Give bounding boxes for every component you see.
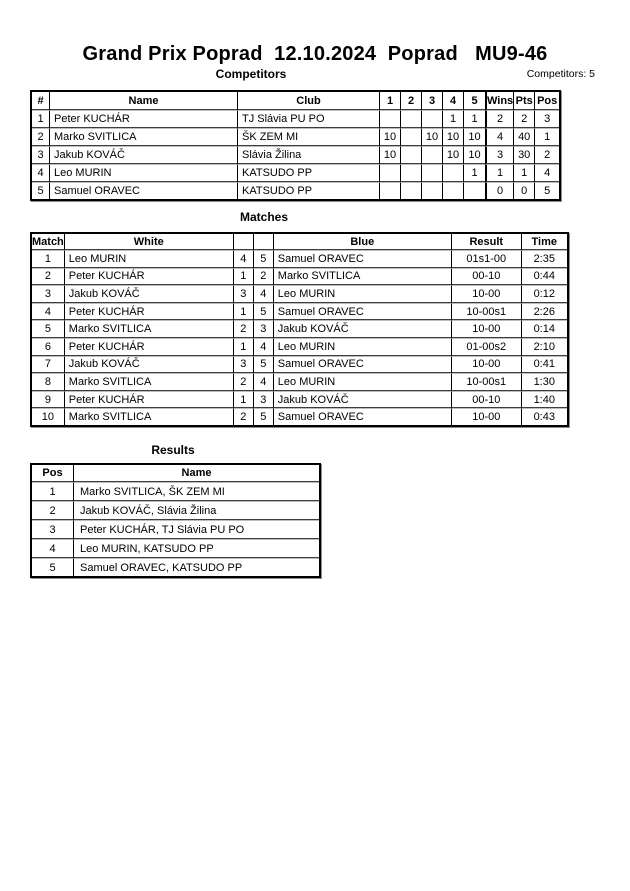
cell-result: 10-00 bbox=[452, 320, 522, 338]
cell-club: KATSUDO PP bbox=[238, 164, 380, 182]
cell-num: 4 bbox=[32, 164, 50, 182]
column-header-time: Time bbox=[522, 234, 567, 250]
cell-pos: 2 bbox=[535, 146, 559, 164]
cell-g2 bbox=[401, 128, 422, 146]
column-header-name: Name bbox=[74, 465, 319, 482]
results-header-row bbox=[32, 465, 319, 482]
cell-white: Marko SVITLICA bbox=[65, 408, 234, 425]
table-row bbox=[32, 391, 567, 409]
matches-section-heading: Matches bbox=[239, 210, 289, 224]
cell-name: Samuel ORAVEC, KATSUDO PP bbox=[74, 558, 319, 576]
cell-result: 01-00s2 bbox=[452, 338, 522, 356]
table-row bbox=[32, 501, 319, 520]
column-header-opponent-1: 1 bbox=[380, 92, 401, 110]
cell-result: 00-10 bbox=[452, 268, 522, 286]
cell-match: 9 bbox=[32, 391, 65, 409]
cell-match: 1 bbox=[32, 250, 65, 268]
cell-g1 bbox=[380, 182, 401, 199]
cell-wn: 3 bbox=[234, 356, 254, 374]
cell-g5: 10 bbox=[464, 128, 485, 146]
cell-result: 10-00s1 bbox=[452, 373, 522, 391]
cell-white: Peter KUCHÁR bbox=[65, 391, 234, 409]
cell-pts: 30 bbox=[514, 146, 535, 164]
cell-pos: 5 bbox=[32, 558, 74, 576]
cell-bn: 4 bbox=[254, 338, 274, 356]
column-header-pos: Pos bbox=[535, 92, 559, 110]
results-table bbox=[30, 463, 321, 578]
cell-time: 2:26 bbox=[522, 303, 567, 321]
cell-name: Marko SVITLICA bbox=[50, 128, 238, 146]
cell-g5 bbox=[464, 182, 485, 199]
cell-g4: 10 bbox=[443, 146, 464, 164]
cell-num: 1 bbox=[32, 110, 50, 128]
cell-club: KATSUDO PP bbox=[238, 182, 380, 199]
table-row bbox=[32, 520, 319, 539]
column-header-white: White bbox=[65, 234, 234, 250]
table-row bbox=[32, 356, 567, 374]
cell-blue: Samuel ORAVEC bbox=[274, 303, 452, 321]
table-row bbox=[32, 268, 567, 286]
cell-g2 bbox=[401, 182, 422, 199]
cell-g4 bbox=[443, 164, 464, 182]
competitors-section-heading: Competitors bbox=[215, 67, 287, 81]
table-row bbox=[32, 110, 559, 128]
cell-pts: 2 bbox=[514, 110, 535, 128]
cell-pts: 1 bbox=[514, 164, 535, 182]
table-row bbox=[32, 128, 559, 146]
cell-match: 6 bbox=[32, 338, 65, 356]
cell-pos: 1 bbox=[32, 482, 74, 501]
column-header-blue: Blue bbox=[274, 234, 452, 250]
cell-g5: 10 bbox=[464, 146, 485, 164]
column-header-result: Result bbox=[452, 234, 522, 250]
cell-g2 bbox=[401, 110, 422, 128]
column-header-club: Club bbox=[238, 92, 380, 110]
cell-bn: 3 bbox=[254, 320, 274, 338]
cell-blue: Jakub KOVÁČ bbox=[274, 320, 452, 338]
cell-pts: 40 bbox=[514, 128, 535, 146]
cell-g1 bbox=[380, 110, 401, 128]
table-row bbox=[32, 539, 319, 558]
cell-result: 10-00 bbox=[452, 356, 522, 374]
cell-time: 0:14 bbox=[522, 320, 567, 338]
table-row bbox=[32, 250, 567, 268]
table-row bbox=[32, 338, 567, 356]
cell-wn: 1 bbox=[234, 268, 254, 286]
cell-name: Leo MURIN bbox=[50, 164, 238, 182]
cell-blue: Leo MURIN bbox=[274, 338, 452, 356]
cell-white: Marko SVITLICA bbox=[65, 320, 234, 338]
cell-time: 2:10 bbox=[522, 338, 567, 356]
table-row bbox=[32, 164, 559, 182]
cell-blue: Jakub KOVÁČ bbox=[274, 391, 452, 409]
cell-wins: 0 bbox=[485, 182, 514, 199]
cell-blue: Leo MURIN bbox=[274, 373, 452, 391]
cell-time: 0:43 bbox=[522, 408, 567, 425]
cell-club: TJ Slávia PU PO bbox=[238, 110, 380, 128]
cell-pos: 3 bbox=[32, 520, 74, 539]
column-header-white-number bbox=[234, 234, 254, 250]
cell-pos: 5 bbox=[535, 182, 559, 199]
cell-blue: Leo MURIN bbox=[274, 285, 452, 303]
cell-match: 5 bbox=[32, 320, 65, 338]
cell-club: ŠK ZEM MI bbox=[238, 128, 380, 146]
cell-wn: 1 bbox=[234, 391, 254, 409]
cell-bn: 3 bbox=[254, 391, 274, 409]
column-header-blue-number bbox=[254, 234, 274, 250]
cell-g5: 1 bbox=[464, 164, 485, 182]
cell-wn: 1 bbox=[234, 338, 254, 356]
cell-wins: 4 bbox=[485, 128, 514, 146]
matches-table bbox=[30, 232, 569, 427]
cell-g4 bbox=[443, 182, 464, 199]
cell-g3 bbox=[422, 110, 443, 128]
column-header-opponent-4: 4 bbox=[443, 92, 464, 110]
column-header-match: Match bbox=[32, 234, 65, 250]
column-header-opponent-2: 2 bbox=[401, 92, 422, 110]
column-header-pos: Pos bbox=[32, 465, 74, 482]
cell-result: 10-00 bbox=[452, 408, 522, 425]
cell-pos: 3 bbox=[535, 110, 559, 128]
cell-result: 00-10 bbox=[452, 391, 522, 409]
cell-time: 2:35 bbox=[522, 250, 567, 268]
cell-match: 2 bbox=[32, 268, 65, 286]
cell-result: 01s1-00 bbox=[452, 250, 522, 268]
cell-match: 4 bbox=[32, 303, 65, 321]
cell-wn: 2 bbox=[234, 320, 254, 338]
cell-pos: 2 bbox=[32, 501, 74, 520]
results-section-heading: Results bbox=[151, 443, 195, 457]
column-header-pts: Pts bbox=[514, 92, 535, 110]
table-row bbox=[32, 558, 319, 576]
cell-pos: 4 bbox=[32, 539, 74, 558]
cell-num: 3 bbox=[32, 146, 50, 164]
cell-name: Jakub KOVÁČ, Slávia Žilina bbox=[74, 501, 319, 520]
cell-wins: 1 bbox=[485, 164, 514, 182]
cell-match: 8 bbox=[32, 373, 65, 391]
cell-time: 0:44 bbox=[522, 268, 567, 286]
cell-g4: 10 bbox=[443, 128, 464, 146]
cell-pts: 0 bbox=[514, 182, 535, 199]
cell-match: 3 bbox=[32, 285, 65, 303]
cell-result: 10-00 bbox=[452, 285, 522, 303]
cell-g3: 10 bbox=[422, 128, 443, 146]
cell-num: 5 bbox=[32, 182, 50, 199]
column-header-opponent-3: 3 bbox=[422, 92, 443, 110]
column-header-wins: Wins bbox=[485, 92, 514, 110]
cell-wins: 3 bbox=[485, 146, 514, 164]
cell-match: 7 bbox=[32, 356, 65, 374]
cell-num: 2 bbox=[32, 128, 50, 146]
cell-g3 bbox=[422, 182, 443, 199]
column-header-opponent-5: 5 bbox=[464, 92, 485, 110]
cell-club: Slávia Žilina bbox=[238, 146, 380, 164]
competitors-header-row bbox=[32, 92, 559, 110]
table-row bbox=[32, 320, 567, 338]
column-header-name: Name bbox=[50, 92, 238, 110]
cell-blue: Samuel ORAVEC bbox=[274, 408, 452, 425]
cell-g2 bbox=[401, 164, 422, 182]
cell-time: 0:41 bbox=[522, 356, 567, 374]
cell-wn: 2 bbox=[234, 408, 254, 425]
cell-bn: 5 bbox=[254, 303, 274, 321]
cell-name: Peter KUCHÁR, TJ Slávia PU PO bbox=[74, 520, 319, 539]
cell-g5: 1 bbox=[464, 110, 485, 128]
matches-header-row bbox=[32, 234, 567, 250]
cell-g1: 10 bbox=[380, 146, 401, 164]
page-title: Grand Prix Poprad 12.10.2024 Poprad MU9-46 bbox=[82, 43, 548, 65]
cell-wins: 2 bbox=[485, 110, 514, 128]
competitors-table bbox=[30, 90, 561, 201]
cell-time: 1:30 bbox=[522, 373, 567, 391]
cell-g3 bbox=[422, 146, 443, 164]
cell-blue: Samuel ORAVEC bbox=[274, 250, 452, 268]
cell-white: Jakub KOVÁČ bbox=[65, 285, 234, 303]
cell-bn: 4 bbox=[254, 373, 274, 391]
cell-wn: 1 bbox=[234, 303, 254, 321]
table-row bbox=[32, 182, 559, 199]
table-row bbox=[32, 482, 319, 501]
cell-white: Marko SVITLICA bbox=[65, 373, 234, 391]
cell-g3 bbox=[422, 164, 443, 182]
cell-match: 10 bbox=[32, 408, 65, 425]
table-row bbox=[32, 303, 567, 321]
cell-wn: 4 bbox=[234, 250, 254, 268]
cell-blue: Marko SVITLICA bbox=[274, 268, 452, 286]
cell-bn: 5 bbox=[254, 408, 274, 425]
cell-white: Leo MURIN bbox=[65, 250, 234, 268]
cell-blue: Samuel ORAVEC bbox=[274, 356, 452, 374]
cell-white: Peter KUCHÁR bbox=[65, 268, 234, 286]
table-row bbox=[32, 408, 567, 425]
cell-time: 1:40 bbox=[522, 391, 567, 409]
cell-pos: 4 bbox=[535, 164, 559, 182]
table-row bbox=[32, 373, 567, 391]
cell-bn: 4 bbox=[254, 285, 274, 303]
cell-name: Jakub KOVÁČ bbox=[50, 146, 238, 164]
cell-g1 bbox=[380, 164, 401, 182]
cell-name: Samuel ORAVEC bbox=[50, 182, 238, 199]
cell-name: Peter KUCHÁR bbox=[50, 110, 238, 128]
cell-g4: 1 bbox=[443, 110, 464, 128]
table-row bbox=[32, 285, 567, 303]
competitors-count-label: Competitors: 5 bbox=[526, 68, 595, 80]
cell-name: Marko SVITLICA, ŠK ZEM MI bbox=[74, 482, 319, 501]
cell-g1: 10 bbox=[380, 128, 401, 146]
cell-white: Jakub KOVÁČ bbox=[65, 356, 234, 374]
cell-bn: 5 bbox=[254, 356, 274, 374]
cell-bn: 5 bbox=[254, 250, 274, 268]
cell-white: Peter KUCHÁR bbox=[65, 303, 234, 321]
cell-bn: 2 bbox=[254, 268, 274, 286]
column-header-number: # bbox=[32, 92, 50, 110]
cell-wn: 3 bbox=[234, 285, 254, 303]
cell-g2 bbox=[401, 146, 422, 164]
cell-wn: 2 bbox=[234, 373, 254, 391]
cell-result: 10-00s1 bbox=[452, 303, 522, 321]
cell-white: Peter KUCHÁR bbox=[65, 338, 234, 356]
table-row bbox=[32, 146, 559, 164]
cell-time: 0:12 bbox=[522, 285, 567, 303]
cell-pos: 1 bbox=[535, 128, 559, 146]
cell-name: Leo MURIN, KATSUDO PP bbox=[74, 539, 319, 558]
